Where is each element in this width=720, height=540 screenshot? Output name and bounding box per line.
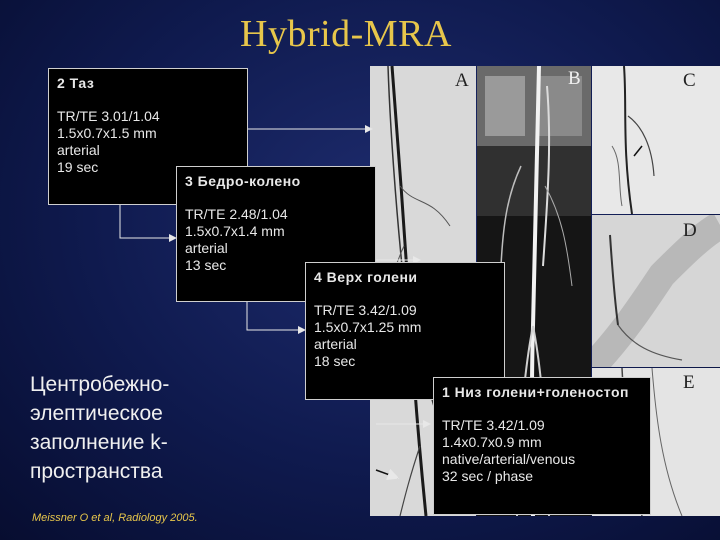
panel-label-b: B: [568, 68, 581, 89]
slide-title: Hybrid-MRA: [240, 13, 452, 55]
box-line: 1.5x0.7x1.5 mm: [57, 125, 157, 141]
box-line: TR/TE 3.42/1.09: [442, 417, 545, 433]
panel-label-a: A: [455, 70, 469, 91]
box-line: 1.4x0.7x0.9 mm: [442, 434, 542, 450]
angiogram-panel-c: [592, 66, 720, 214]
panel-label-d: D: [683, 220, 697, 241]
box-header: 4 Верх голени: [314, 269, 418, 285]
box-line: 1.5x0.7x1.4 mm: [185, 223, 285, 239]
box-header: 3 Бедро-колено: [185, 173, 301, 189]
box-line: arterial: [57, 142, 100, 158]
box-line: arterial: [185, 240, 228, 256]
caption-line: заполнение k-: [30, 431, 168, 454]
angiogram-panel-d: [592, 215, 720, 367]
caption-line: элептическое: [30, 402, 163, 425]
box-line: TR/TE 3.42/1.09: [314, 302, 417, 318]
caption-line: Центробежно-: [30, 373, 170, 396]
box-line: 19 sec: [57, 159, 99, 175]
box-line: arterial: [314, 336, 357, 352]
box-line: 13 sec: [185, 257, 227, 273]
panel-label-e: E: [683, 372, 695, 393]
info-box-lower-calf-ankle: [433, 377, 651, 515]
box-line: native/arterial/venous: [442, 451, 576, 467]
box-line: TR/TE 3.01/1.04: [57, 108, 160, 124]
box-line: TR/TE 2.48/1.04: [185, 206, 288, 222]
box-header: 2 Таз: [57, 75, 95, 91]
panel-label-c: C: [683, 70, 696, 91]
box-header: 1 Низ голени+голеностоп: [442, 384, 629, 400]
box-line: 18 sec: [314, 353, 356, 369]
reference-citation: Meissner O et al, Radiology 2005.: [32, 512, 198, 524]
box-line: 1.5x0.7x1.25 mm: [314, 319, 422, 335]
caption-text: [30, 370, 169, 486]
caption-line: пространства: [30, 460, 163, 483]
box-line: 32 sec / phase: [442, 468, 534, 484]
